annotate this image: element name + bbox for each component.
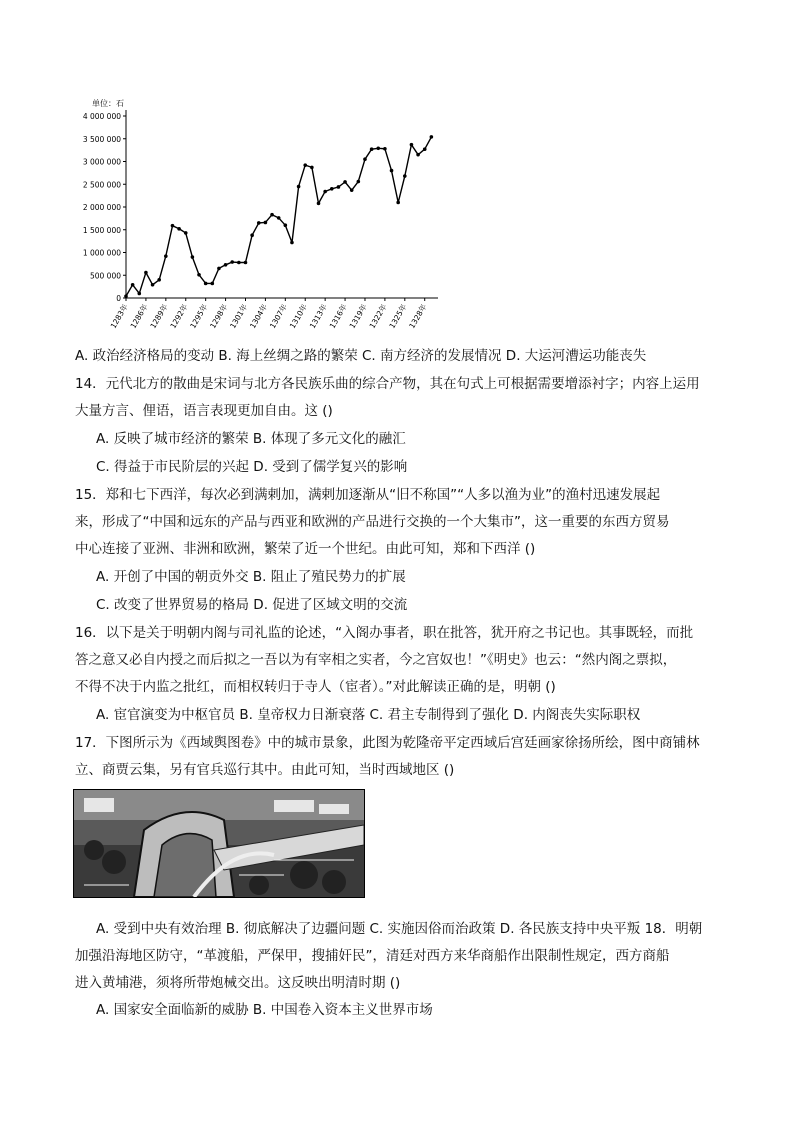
data-point — [151, 283, 155, 287]
y-tick-label: 1 500 000 — [82, 225, 121, 235]
y-tick-label: 3 500 000 — [82, 134, 121, 144]
x-tick-label: 1283年 — [108, 302, 130, 331]
data-point — [257, 221, 261, 225]
q13-options: A. 政治经济格局的变动 B. 海上丝绸之路的繁荣 C. 南方经济的发展情况 D. 大运河漕运功能丧失 — [75, 348, 647, 364]
data-point — [244, 261, 248, 265]
x-tick-label: 1328年 — [407, 302, 429, 331]
y-tick-label: 0 — [116, 294, 121, 303]
data-point — [343, 180, 347, 184]
data-point — [363, 157, 367, 161]
data-point — [264, 221, 268, 225]
data-point — [423, 147, 427, 151]
data-point — [250, 233, 254, 237]
x-tick-label: 1310年 — [287, 302, 309, 331]
q15-stem-line1: 15．郑和七下西洋，每次必到满剌加，满剌加逐渐从“旧不称国”“人多以渔为业”的渔村迅速发展起 — [75, 487, 661, 503]
q16-stem-line3: 不得不决于内监之批红，而相权转归于寺人（宦者）。”对此解读正确的是，明朝 () — [75, 679, 556, 695]
data-point — [177, 227, 181, 231]
y-tick-label: 4 000 000 — [82, 112, 121, 121]
y-tick-label: 500 000 — [89, 271, 121, 281]
data-point — [131, 283, 135, 287]
data-point — [383, 147, 387, 151]
q14-stem-line2: 大量方言、俚语，语言表现更加自由。这 () — [75, 403, 333, 419]
data-point — [237, 261, 241, 265]
data-point — [224, 263, 228, 267]
data-point — [230, 260, 234, 264]
q16-options: A. 宦官演变为中枢官员 B. 皇帝权力日渐衰落 C. 君主专制得到了强化 D. 内阁丧失实际职权 — [96, 707, 641, 723]
q15-options-ab: A. 开创了中国的朝贡外交 B. 阻止了殖民势力的扩展 — [96, 569, 406, 585]
data-point — [396, 201, 400, 205]
data-point — [284, 223, 288, 227]
data-point — [164, 254, 168, 258]
data-point — [171, 224, 175, 228]
y-tick-label: 3 000 000 — [82, 157, 121, 167]
data-point — [376, 147, 380, 151]
x-tick-label: 1319年 — [347, 302, 369, 331]
unit-label: 单位：石 — [92, 99, 124, 108]
data-point — [210, 282, 214, 286]
x-tick-label: 1292年 — [168, 302, 190, 331]
x-tick-label: 1301年 — [228, 302, 250, 331]
q18-options-ab: A. 国家安全面临新的威胁 B. 中国卷入资本主义世界市场 — [96, 1002, 433, 1018]
data-point — [323, 190, 327, 194]
q17-stem-line1: 17．下图所示为《西域舆图卷》中的城市景象，此图为乾隆帝平定西域后宫廷画家徐扬所绘，图中商铺林 — [75, 735, 700, 751]
data-point — [184, 231, 188, 235]
data-point — [337, 185, 341, 189]
data-point — [144, 271, 148, 275]
data-point — [137, 292, 141, 296]
data-point — [357, 180, 361, 184]
q15-stem-line3: 中心连接了亚洲、非洲和欧洲，繁荣了近一个世纪。由此可知，郑和下西洋 () — [75, 541, 536, 557]
x-tick-label: 1322年 — [367, 302, 389, 331]
q18-stem-line1: 加强沿海地区防守，“革渡船，严保甲，搜捕奸民”，清廷对西方来华商船作出限制性规定，西方商船 — [75, 948, 670, 964]
data-point — [403, 174, 407, 178]
x-tick-label: 1307年 — [267, 302, 290, 331]
painting-illustration — [74, 790, 364, 897]
y-tick-label: 2 000 000 — [82, 203, 121, 212]
x-tick-label: 1325年 — [387, 302, 409, 331]
data-point — [390, 169, 394, 173]
q17-options-and-q18-start: A. 受到中央有效治理 B. 彻底解决了边疆问题 C. 实施因俗而治政策 D. 各民族支持中央平叛 18．明朝 — [96, 921, 703, 937]
q15-options-cd: C. 改变了世界贸易的格局 D. 促进了区域文明的交流 — [96, 597, 408, 613]
y-tick-label: 1 000 000 — [82, 248, 121, 258]
data-point — [370, 147, 374, 151]
data-point — [416, 153, 420, 157]
data-point — [317, 202, 321, 206]
x-tick-label: 1316年 — [327, 302, 349, 331]
xiyu-city-painting — [73, 789, 365, 898]
q14-options-ab: A. 反映了城市经济的繁荣 B. 体现了多元文化的融汇 — [96, 431, 406, 447]
data-point — [310, 166, 314, 170]
data-point — [217, 267, 221, 271]
data-point — [197, 273, 201, 277]
q16-stem-line1: 16．以下是关于明朝内阁与司礼监的论述，“入阁办事者，职在批答，犹开府之书记也。其事既轻，而批 — [75, 625, 694, 641]
data-point — [430, 135, 434, 139]
q15-stem-line2: 来，形成了“中国和远东的产品与西亚和欧洲的产品进行交换的一个大集市”，这一重要的东西方贸易 — [75, 514, 670, 530]
x-tick-label: 1313年 — [307, 302, 329, 331]
x-tick-label: 1289年 — [148, 302, 170, 331]
q14-stem-line1: 14．元代北方的散曲是宋词与北方各民族乐曲的综合产物，其在句式上可根据需要增添衬字；内容上运用 — [75, 376, 700, 392]
y-tick-label: 2 500 000 — [82, 180, 121, 190]
x-tick-label: 1295年 — [188, 302, 210, 331]
data-point — [303, 163, 307, 167]
data-point — [191, 255, 195, 259]
x-tick-label: 1304年 — [248, 302, 270, 331]
data-point — [204, 282, 208, 286]
chart-svg — [70, 88, 450, 338]
q18-stem-line2: 进入黄埔港，须将所带炮械交出。这反映出明清时期 () — [75, 975, 401, 991]
x-tick-label: 1286年 — [128, 302, 150, 331]
data-point — [124, 294, 128, 298]
q16-stem-line2: 答之意又必自内授之而后拟之一吾以为有宰相之实者，今之宫奴也！”《明史》也云：“然内阁之票拟， — [75, 652, 677, 668]
data-point — [350, 188, 354, 192]
data-point — [157, 278, 161, 282]
data-point — [277, 216, 281, 220]
grain-line-chart — [70, 88, 450, 338]
q14-options-cd: C. 得益于市民阶层的兴起 D. 受到了儒学复兴的影响 — [96, 459, 408, 475]
data-point — [270, 213, 274, 217]
q17-stem-line2: 立、商贾云集，另有官兵巡行其中。由此可知，当时西域地区 () — [75, 762, 455, 778]
data-point — [297, 185, 301, 189]
data-point — [330, 187, 334, 191]
x-tick-label: 1298年 — [208, 302, 230, 331]
data-point — [290, 241, 294, 245]
data-point — [410, 143, 414, 147]
